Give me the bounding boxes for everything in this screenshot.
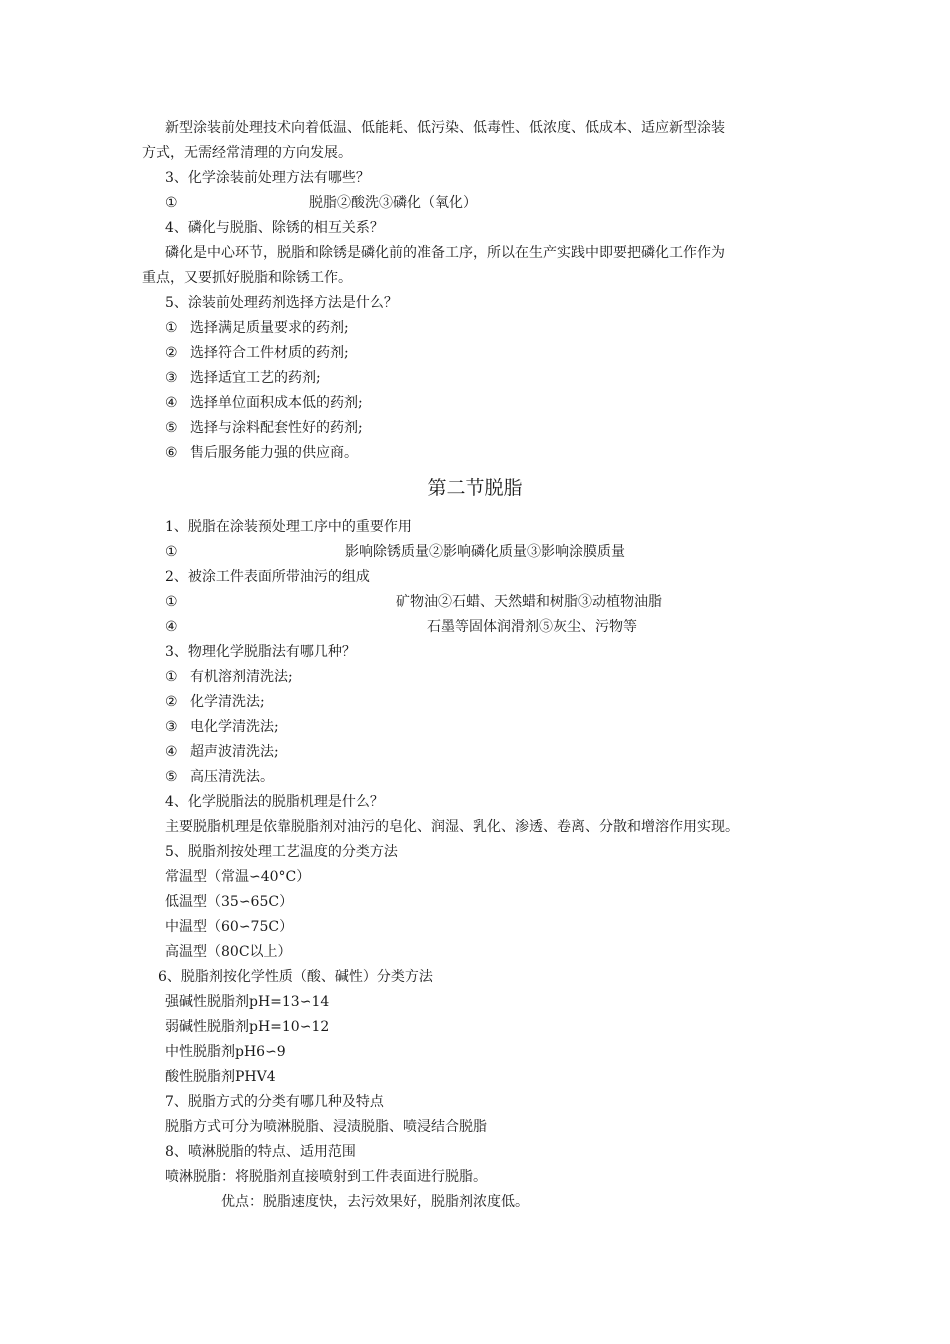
item-text: 选择符合工件材质的药剂; [190,345,349,361]
answer-text: 石墨等固体润滑剂⑤灰尘、污物等 [427,619,638,635]
list-item: 弱碱性脱脂剂pH=10∽12 [165,1019,330,1035]
list-item [165,444,358,462]
intro-line-1: 新型涂装前处理技术向着低温、低能耗、低污染、低毒性、低浓度、低成本、适应新型涂装 [165,120,725,136]
item-text: 选择与涂料配套性好的药剂; [190,420,363,436]
question-chem-methods: 3、化学涂装前处理方法有哪些？ [165,170,370,186]
answer-degreasing-modes: 脱脂方式可分为喷淋脱脂、浸渍脱脂、喷浸结合脱脂 [165,1119,487,1135]
item-text: 电化学清洗法; [190,719,279,735]
item-number: ③ [165,719,178,735]
item-number: ⑥ [165,445,178,461]
list-item: 中温型（60∽75C） [165,919,294,935]
list-item [165,419,363,437]
item-number: ⑤ [165,420,178,436]
item-number: ④ [165,395,178,411]
answer-text: 脱脂②酸洗③磷化（氧化） [309,195,478,211]
list-item: 低温型（35∽65C） [165,894,294,910]
item-text: 超声波清洗法; [190,744,279,760]
answer-text: 影响除锈质量②影响磷化质量③影响涂膜质量 [345,544,626,560]
question-phosphating-relation: 4、磷化与脱脂、除锈的相互关系？ [165,220,384,236]
item-number: ② [165,694,178,710]
item-text: 选择适宜工艺的药剂; [190,370,321,386]
list-item: 酸性脱脂剂PHV4 [165,1069,276,1085]
list-item: 强碱性脱脂剂pH=13∽14 [165,994,330,1010]
list-item: 高温型（80C以上） [165,944,292,960]
question-physchem-methods: 3、物理化学脱脂法有哪几种？ [165,644,356,660]
list-item [165,394,363,412]
answer-line-1: 磷化是中心环节，脱脂和除锈是磷化前的准备工序，所以在生产实践中即要把磷化工作作为 [165,245,725,261]
item-number: ④ [165,619,178,635]
list-item [165,743,279,761]
question-oil-composition: 2、被涂工件表面所带油污的组成 [165,569,370,585]
list-item: 中性脱脂剂pH6∽9 [165,1044,286,1060]
answer-chem-methods [165,194,477,212]
item-number: ① [165,594,178,610]
answer-spray-degreasing: 喷淋脱脂：将脱脂剂直接喷射到工件表面进行脱脂。 [165,1169,487,1185]
answer-line-2: 重点，又要抓好脱脂和除锈工作。 [142,270,352,286]
item-text: 高压清洗法。 [190,769,275,785]
item-number: ⑤ [165,769,178,785]
item-number: ① [165,320,178,336]
intro-line-2: 方式，无需经常清理的方向发展。 [142,145,352,161]
list-item [165,319,349,337]
item-number: ① [165,669,178,685]
list-item [165,344,349,362]
advantage-spray-degreasing: 优点：脱脂速度快，去污效果好，脱脂剂浓度低。 [221,1194,529,1210]
answer-degreasing-mechanism: 主要脱脂机理是依靠脱脂剂对油污的皂化、润湿、乳化、渗透、卷离、分散和增溶作用实现。 [165,819,739,835]
list-item [165,668,293,686]
question-spray-degreasing: 8、喷淋脱脂的特点、适用范围 [165,1144,356,1160]
answer-oil-composition-1 [165,593,662,611]
answer-degreasing-importance [165,543,625,561]
list-item [165,718,279,736]
item-number: ③ [165,370,178,386]
item-number: ④ [165,744,178,760]
answer-oil-composition-2 [165,618,637,636]
list-item: 常温型（常温∽40°C） [165,869,311,885]
item-text: 化学清洗法; [190,694,265,710]
list-item [165,693,265,711]
item-text: 有机溶剂清洗法; [190,669,293,685]
question-degreasing-mechanism: 4、化学脱脂法的脱脂机理是什么？ [165,794,384,810]
question-agent-selection: 5、涂装前处理药剂选择方法是什么？ [165,295,398,311]
question-degreasing-importance: 1、脱脂在涂装预处理工序中的重要作用 [165,519,412,535]
question-chemical-classification: 6、脱脂剂按化学性质（酸、碱性）分类方法 [158,969,433,985]
answer-text: 矿物油②石蜡、天然蜡和树脂③动植物油脂 [396,594,663,610]
question-degreasing-modes: 7、脱脂方式的分类有哪几种及特点 [165,1094,384,1110]
section-heading: 第二节脱脂 [427,477,523,499]
item-text: 选择满足质量要求的药剂; [190,320,349,336]
item-number: ① [165,544,178,560]
list-item [165,369,321,387]
item-text: 售后服务能力强的供应商。 [190,445,359,461]
item-number: ① [165,195,178,211]
item-number: ② [165,345,178,361]
question-temperature-classification: 5、脱脂剂按处理工艺温度的分类方法 [165,844,398,860]
list-item [165,768,274,786]
item-text: 选择单位面积成本低的药剂; [190,395,363,411]
